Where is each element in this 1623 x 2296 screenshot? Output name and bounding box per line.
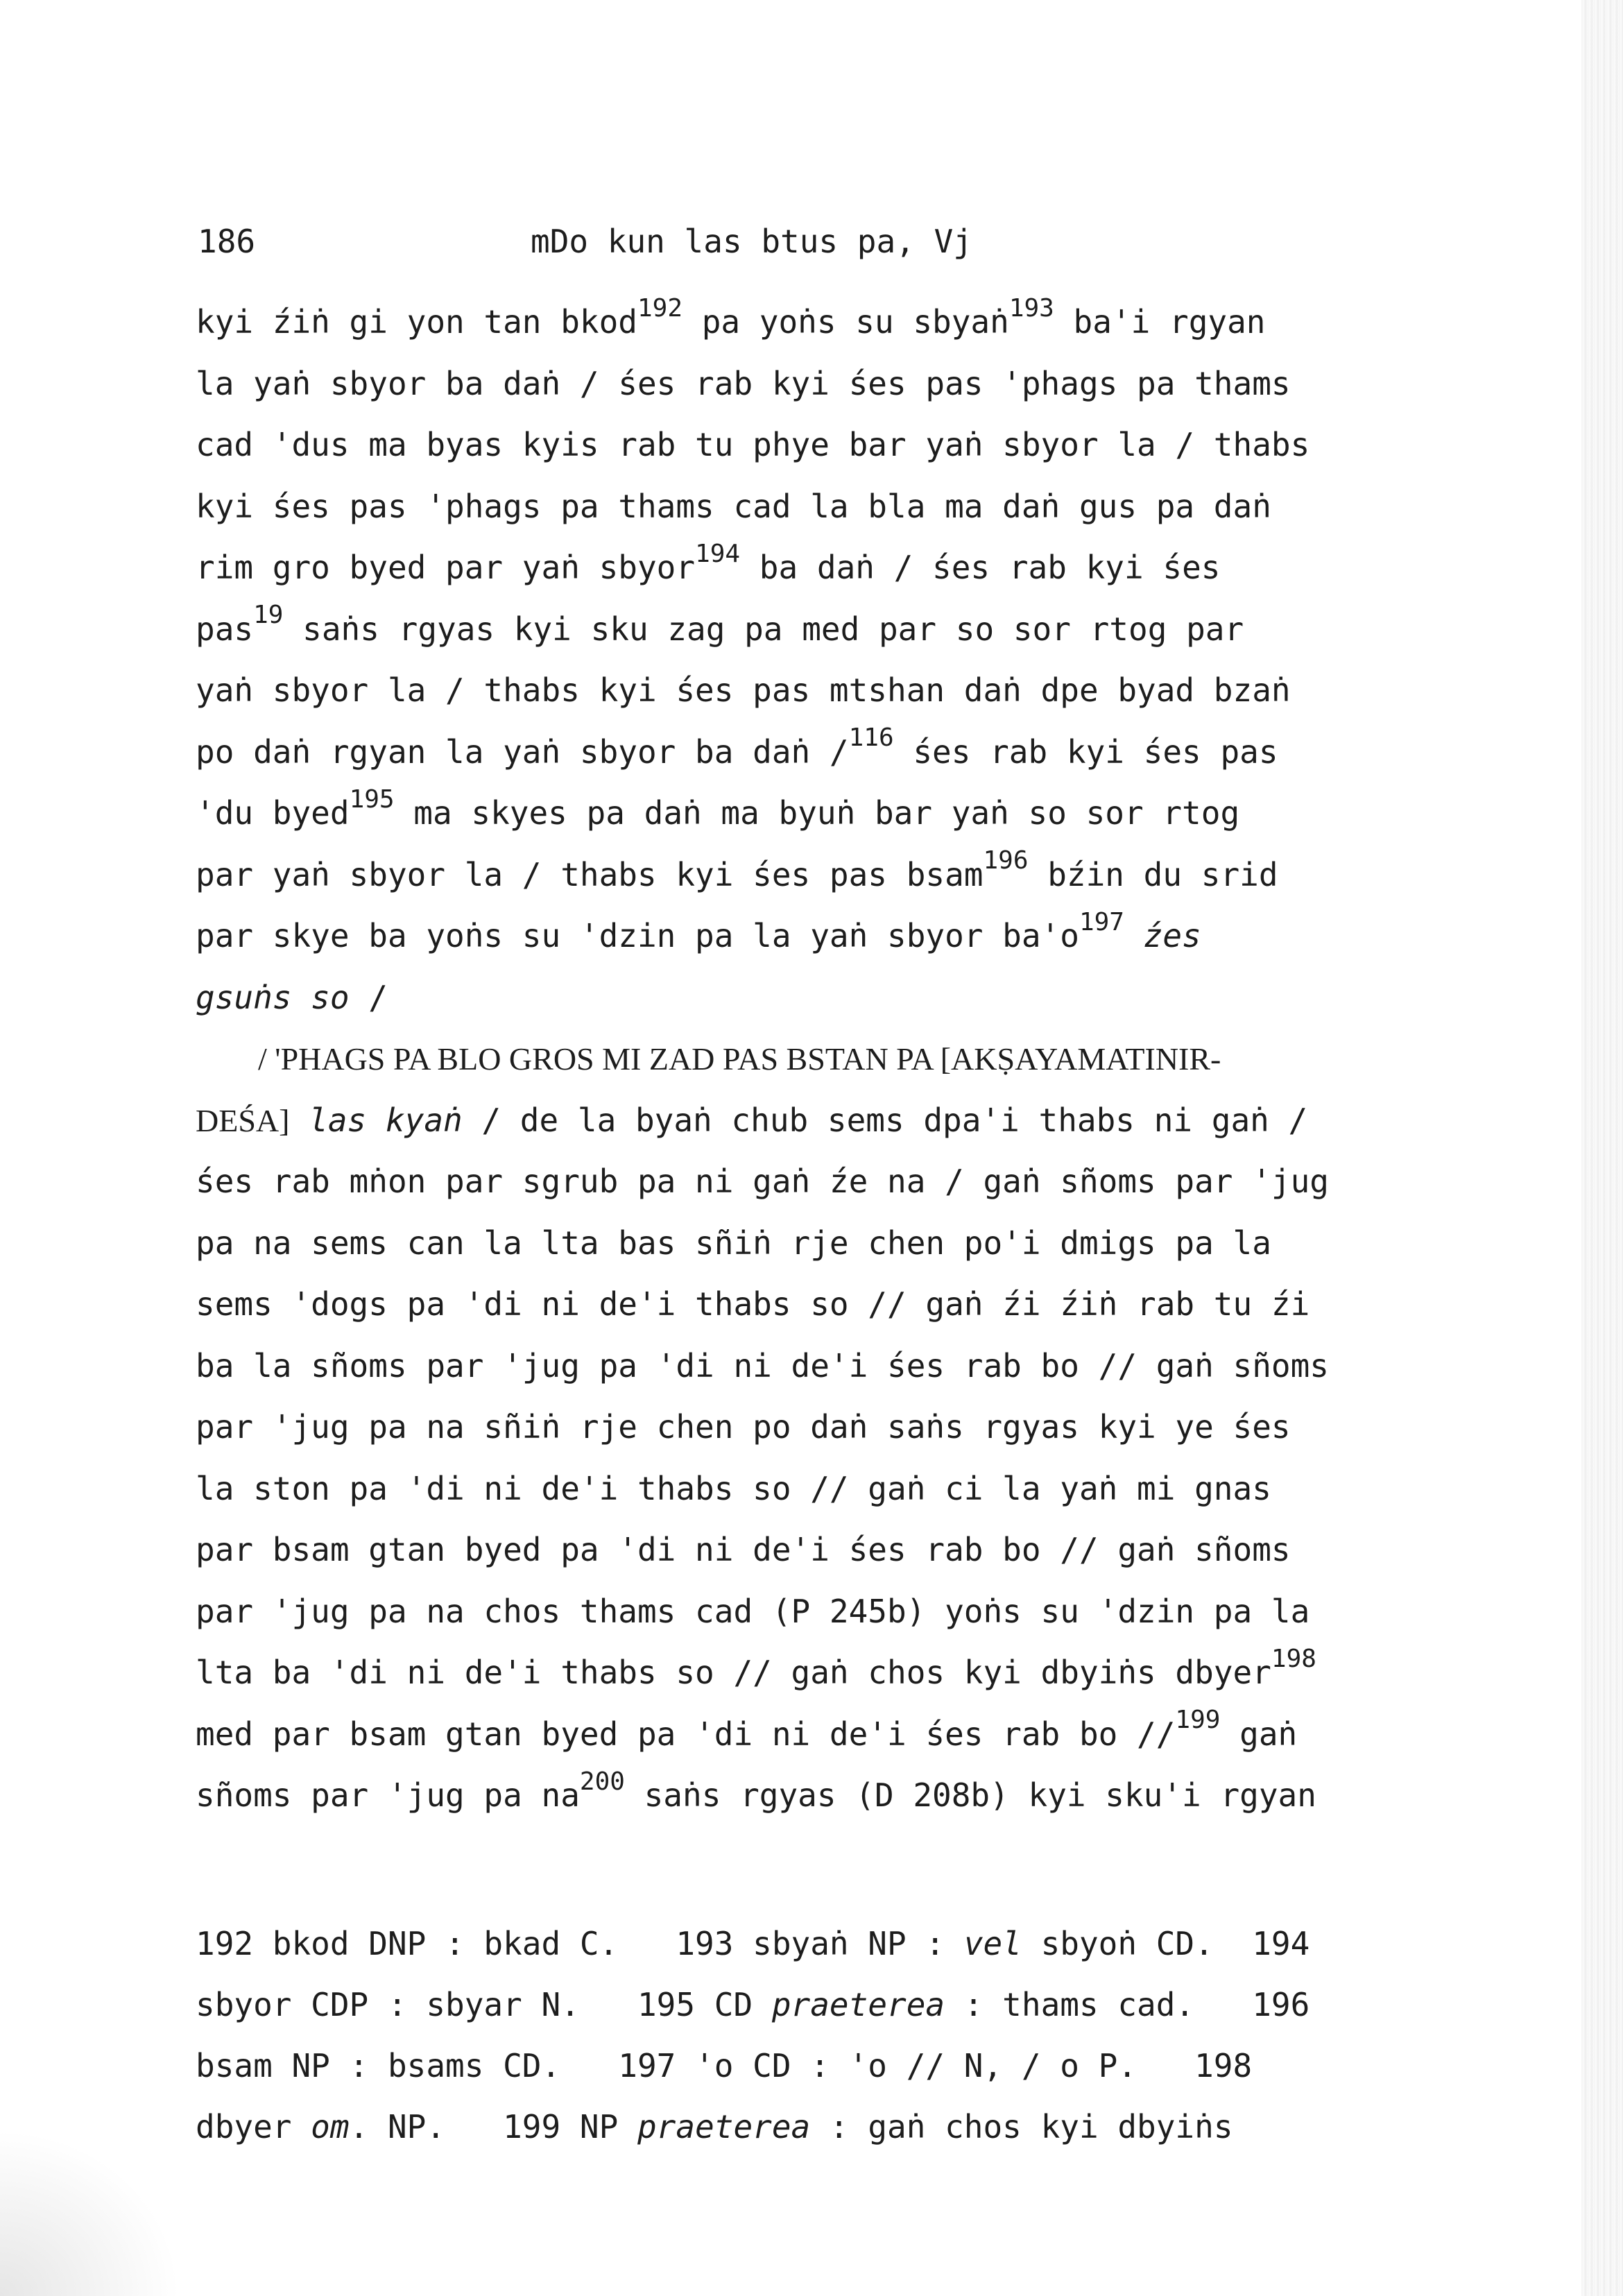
text-line: [196, 1765, 1458, 1826]
text-segment: med par bsam gtan byed pa 'di ni de'i śes rab bo //: [196, 1715, 1176, 1753]
text-line: kyi śes pas 'phags pa thams cad la bla ma daṅ gus pa daṅ: [196, 487, 1271, 525]
footnote-ref: 200: [579, 1767, 625, 1796]
text-line: cad 'dus ma byas kyis rab tu phye bar yaṅ sbyor la / thabs: [196, 426, 1310, 463]
text-line: [196, 905, 1458, 967]
footnote-line: [196, 1974, 1458, 2035]
text-segment-italic: las kyaṅ: [289, 1101, 463, 1139]
text-line: [196, 599, 1458, 660]
text-segment: po daṅ rgyan la yaṅ sbyor ba daṅ /: [196, 733, 849, 771]
text-segment: lta ba 'di ni de'i thabs so // gaṅ chos kyi dbyiṅs dbyer: [196, 1654, 1271, 1691]
text-segment-italic: gsuṅs so: [196, 978, 350, 1016]
text-segment: pa yoṅs su sbyaṅ: [682, 303, 1009, 341]
text-line: [196, 291, 1458, 353]
text-segment: sbyor CDP : sbyar N. 195 CD: [196, 1986, 772, 2023]
page-ref: 116: [848, 723, 894, 753]
text-segment: par skye ba yoṅs su 'dzin pa la yaṅ sbyor ba'o: [196, 917, 1079, 954]
text-segment: dbyer: [196, 2108, 311, 2145]
text-segment: 'du byed: [196, 794, 350, 832]
main-text: [196, 291, 1458, 1826]
footnote-line: bsam NP : bsams CD. 197 'o CD : 'o // N, / o P. 198: [196, 2047, 1253, 2084]
text-segment: par yaṅ sbyor la / thabs kyi śes pas bsam: [196, 855, 984, 893]
page-header: [198, 221, 1446, 262]
text-segment: : gaṅ chos kyi dbyiṅs: [810, 2108, 1233, 2145]
text-segment: rim gro byed par yaṅ sbyor: [196, 549, 696, 586]
text-segment-italic: praeterea: [771, 1986, 945, 2023]
text-line: [196, 721, 1458, 783]
text-line: [196, 537, 1458, 599]
text-line: [196, 1090, 1458, 1151]
footnote-ref: 192: [637, 293, 683, 323]
footnotes: [196, 1913, 1458, 2157]
footnote-ref: 197: [1079, 907, 1124, 936]
text-segment: bźin du srid: [1028, 855, 1278, 893]
footnote-ref: 199: [1175, 1706, 1221, 1735]
text-segment: sñoms par 'jug pa na: [196, 1776, 580, 1814]
text-line: la ston pa 'di ni de'i thabs so // gaṅ ci la yaṅ mi gnas: [196, 1469, 1271, 1507]
text-line: par bsam gtan byed pa 'di ni de'i śes rab bo // gaṅ sñoms: [196, 1531, 1291, 1568]
text-segment: / de la byaṅ chub sems dpa'i thabs ni gaṅ /: [462, 1101, 1308, 1139]
text-segment: : thams cad. 196: [945, 1986, 1310, 2023]
scan-corner-shadow: [0, 2130, 180, 2296]
footnote-line: [196, 2096, 1458, 2157]
text-segment-italic: źes: [1124, 917, 1201, 954]
text-line: [196, 1704, 1458, 1765]
sutra-title: DEŚA]: [196, 1102, 290, 1138]
text-segment-italic: om: [311, 2108, 350, 2145]
text-line: par 'jug pa na chos thams cad (P 245b) yoṅs su 'dzin pa la: [196, 1592, 1310, 1630]
text-line: ba la sñoms par 'jug pa 'di ni de'i śes rab bo // gaṅ sñoms: [196, 1346, 1329, 1385]
text-segment-italic: praeterea: [637, 2108, 811, 2145]
footnote-ref: 195: [349, 785, 395, 814]
text-line: [196, 782, 1458, 844]
sutra-title: / 'PHAGS PA BLO GROS MI ZAD PAS BSTAN PA [AKṢAYAMATINIR-: [258, 1041, 1221, 1077]
text-segment: sbyoṅ CD. 194: [1021, 1925, 1310, 1962]
text-segment: kyi źiṅ gi yon tan bkod: [196, 303, 637, 341]
footnote-ref: 193: [1008, 293, 1054, 323]
text-line: yaṅ sbyor la / thabs kyi śes pas mtshan daṅ dpe byad bzaṅ: [196, 671, 1291, 709]
text-segment: śes rab kyi śes pas: [893, 733, 1278, 771]
text-segment: . NP. 199 NP: [349, 2108, 637, 2145]
text-line: [196, 967, 1458, 1029]
text-segment: /: [349, 978, 388, 1016]
footnote-ref: 19: [253, 601, 284, 630]
footnote-ref: 194: [695, 539, 741, 568]
text-segment: gaṅ: [1220, 1715, 1298, 1753]
text-line: [196, 844, 1458, 906]
text-segment: ba daṅ / śes rab kyi śes: [740, 549, 1221, 586]
text-line: [196, 1028, 1458, 1090]
text-segment: 192 bkod DNP : bkad C. 193 sbyaṅ NP :: [196, 1925, 964, 1962]
text-line: [196, 1642, 1458, 1704]
text-line: par 'jug pa na sñiṅ rje chen po daṅ saṅs rgyas kyi ye śes: [196, 1408, 1291, 1446]
text-line: sems 'dogs pa 'di ni de'i thabs so // gaṅ źi źiṅ rab tu źi: [196, 1285, 1310, 1323]
footnote-ref: 196: [983, 846, 1029, 875]
running-title: mDo kun las btus pa, Vj: [531, 223, 972, 260]
text-line: la yaṅ sbyor ba daṅ / śes rab kyi śes pas 'phags pa thams: [196, 364, 1291, 402]
text-segment: saṅs rgyas kyi sku zag pa med par so sor rtog par: [283, 610, 1244, 648]
footnote-line: [196, 1913, 1458, 1974]
text-segment-italic: vel: [963, 1925, 1022, 1962]
text-segment: ba'i rgyan: [1054, 303, 1266, 341]
text-segment: pas: [196, 610, 254, 648]
page-number: 186: [198, 223, 256, 260]
text-segment: ma skyes pa daṅ ma byuṅ bar yaṅ so sor rtog: [394, 794, 1240, 832]
text-line: śes rab mṅon par sgrub pa ni gaṅ źe na / gaṅ sñoms par 'jug: [196, 1163, 1329, 1200]
scan-edge-shadow: [1581, 0, 1623, 2296]
footnote-ref: 198: [1271, 1644, 1316, 1673]
text-segment: saṅs rgyas (D 208b) kyi sku'i rgyan: [624, 1776, 1316, 1814]
text-line: pa na sems can la lta bas sñiṅ rje chen po'i dmigs pa la: [196, 1224, 1271, 1262]
